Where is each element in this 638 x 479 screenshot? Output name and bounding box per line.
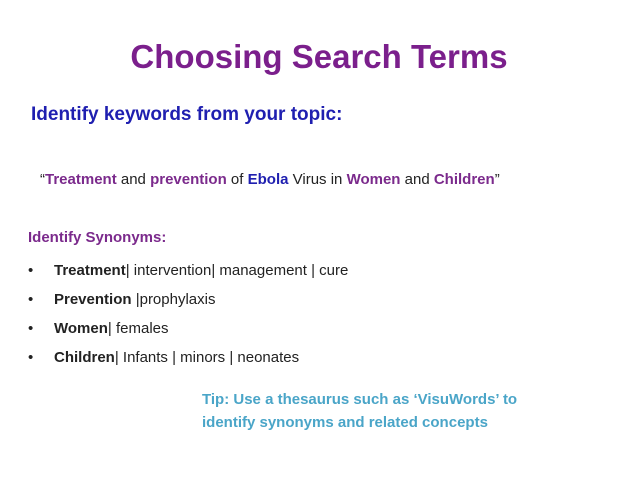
synonym-alternatives: | intervention| management | cure (125, 262, 349, 279)
synonym-alternatives: |prophylaxis (131, 291, 216, 308)
bullet-icon: • (28, 262, 34, 279)
tip-note (202, 388, 517, 434)
list-item (28, 285, 348, 314)
synonym-term: Prevention (54, 291, 132, 308)
close-quote: ” (494, 171, 500, 188)
keyword-prevention: prevention (150, 171, 227, 188)
synonym-term: Women (54, 320, 108, 337)
open-quote: “ (40, 171, 45, 188)
topic-text: of (226, 171, 248, 188)
synonyms-list (28, 256, 348, 372)
synonyms-heading: Identify Synonyms: (28, 229, 167, 246)
keyword-children: Children (433, 171, 495, 188)
synonym-term: Treatment (54, 262, 126, 279)
list-item (28, 343, 348, 372)
bullet-icon: • (28, 291, 34, 308)
topic-text: and (400, 171, 434, 188)
tip-line: Tip: Use a thesaurus such as ‘VisuWords’ to (202, 391, 518, 408)
keywords-subheading: Identify keywords from your topic: (31, 104, 343, 125)
keyword-women: Women (346, 171, 401, 188)
topic-statement (40, 171, 500, 188)
keyword-treatment: Treatment (45, 171, 117, 188)
bullet-icon: • (28, 349, 34, 366)
synonym-alternatives: | Infants | minors | neonates (114, 349, 300, 366)
list-item (28, 314, 348, 343)
synonym-term: Children (54, 349, 115, 366)
synonym-alternatives: | females (107, 320, 169, 337)
topic-text: Virus in (288, 171, 347, 188)
keyword-ebola: Ebola (247, 171, 289, 188)
tip-line: identify synonyms and related concepts (202, 414, 488, 431)
bullet-icon: • (28, 320, 34, 337)
list-item (28, 256, 348, 285)
topic-text: and (116, 171, 151, 188)
slide-title: Choosing Search Terms (130, 38, 508, 75)
